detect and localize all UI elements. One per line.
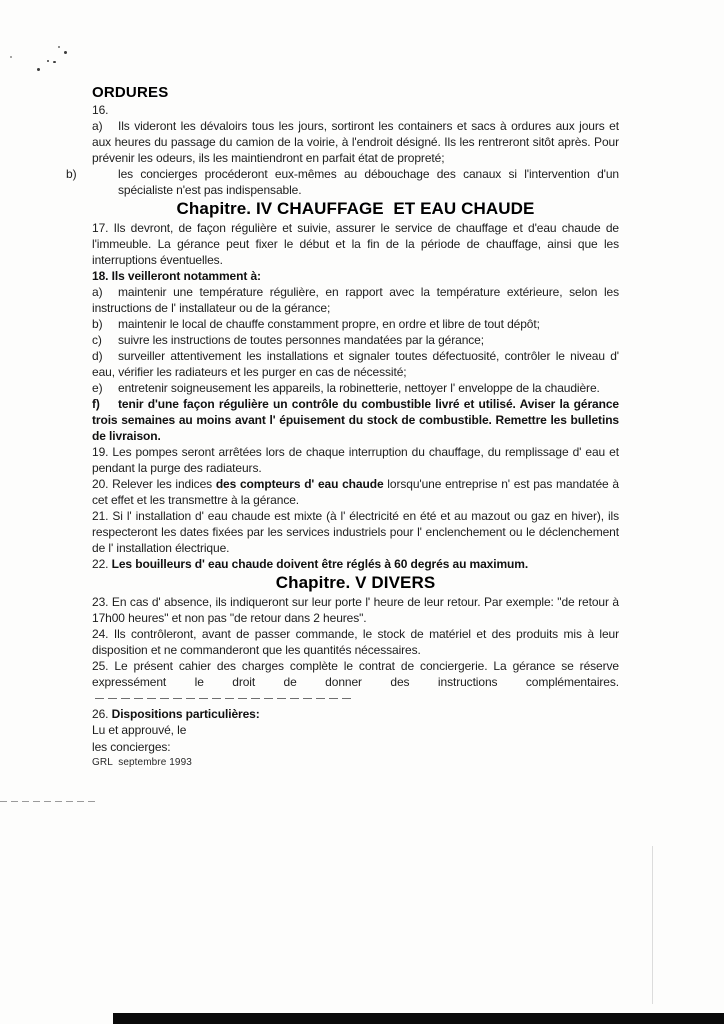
list-item-f [92, 396, 619, 444]
scan-edge-bar [113, 1013, 724, 1024]
ink-speck [10, 56, 12, 58]
list-item-text: tenir d'une façon régulière un contrôle du combustible livré et utilisé. Aviser la gérance trois semaines au moins avant l' épuisement du stock de combustible. Remettre les bulletins de livraison. [92, 397, 619, 443]
paragraph-text: 20. Relever les indices [92, 477, 216, 491]
list-item-a [92, 284, 619, 316]
paragraph-21: 21. Si l' installation d' eau chaude est mixte (à l' électricité en été et au mazout ou gaz en hiver), ils respecteront les dates fixées par les services industriels pour l' enclenchement ou le déclenchement de l' installation électrique. [92, 509, 619, 555]
fold-crease-line [652, 846, 653, 1004]
list-item-text: les concierges procéderont eux-mêmes au débouchage des canaux si l'intervention d'un spécialiste n'est pas indispensable. [118, 167, 619, 197]
paragraph-bold-text: des compteurs d' eau chaude [215, 477, 384, 491]
trailing-dashed-line [95, 697, 351, 699]
paragraph-26 [92, 706, 619, 722]
list-item-text: maintenir le local de chauffe constamment propre, en ordre et libre de tout dépôt; [118, 317, 540, 331]
footer-reference: GRL septembre 1993 [92, 757, 192, 768]
paragraph-23: 23. En cas d' absence, ils indiqueront sur leur porte l' heure de leur retour. Par exemple: "de retour à 17h00 heures" et non pas "de retour dans 2 heures". [92, 595, 619, 625]
section-heading-ordures: ORDURES [92, 84, 169, 101]
paragraph-18: 18. Ils veilleront notamment à: [92, 269, 261, 283]
list-item-c [92, 332, 619, 348]
list-marker: c) [92, 333, 102, 347]
paragraph-19: 19. Les pompes seront arrêtées lors de chaque interruption du chauffage, du remplissage d' eau et pendant la purge des radiateurs. [92, 445, 619, 475]
list-marker: b) [92, 317, 103, 331]
list-marker: b) [66, 167, 77, 181]
list-item-d [92, 348, 619, 380]
paragraph-24: 24. Ils contrôleront, avant de passer commande, le stock de matériel et des produits mis à leur disposition et ne commanderont que les quantités nécessaires. [92, 627, 619, 657]
paragraph-text: 25. Le présent cahier des charges complète le contrat de conciergerie. La gérance se réserve expressément le droit de donner des instructions complémentaires. [92, 659, 619, 689]
paragraph-20 [92, 476, 619, 508]
list-marker: f) [92, 397, 100, 411]
paragraph-text: 26. [92, 707, 112, 721]
paragraph-bold-text: Dispositions particulières: [111, 707, 260, 721]
list-item-text: Ils videront les dévaloirs tous les jours, sortiront les containers et sacs à ordures aux jours et aux heures du passage du camion de la voirie, à l'endroit désigné. Ils les rentreront sitôt après. Pour prévenir les odeurs, ils les maintiendront en parfait état de propreté; [92, 119, 619, 165]
paragraph-17: 17. Ils devront, de façon régulière et suivie, assurer le service de chauffage et d'eau chaude de l'immeuble. La gérance peut fixer le début et la fin de la période de chauffage, ainsi que les interruptions éventuelles. [92, 221, 619, 267]
list-item-e [92, 380, 619, 396]
list-item-text: entretenir soigneusement les appareils, la robinetterie, nettoyer l' enveloppe de la chaudière. [118, 381, 600, 395]
list-item-text: maintenir une température régulière, en rapport avec la température extérieure, selon les instructions de l' installateur ou de la gérance; [92, 285, 619, 315]
paragraph-text: 22. [92, 557, 112, 571]
chapter-heading-iv: Chapitre. IV CHAUFFAGE ET EAU CHAUDE [176, 199, 535, 218]
list-item-text: surveiller attentivement les installations et signaler toutes défectuosité, contrôler le niveau d' eau, vérifier les radiateurs et les purger en cas de nécessité; [92, 349, 619, 379]
list-item-16b [66, 166, 619, 198]
chapter-heading-v: Chapitre. V DIVERS [275, 573, 436, 592]
list-marker: a) [92, 285, 103, 299]
list-item-text: suivre les instructions de toutes personnes mandatées par la gérance; [118, 333, 484, 347]
list-marker: a) [92, 119, 103, 133]
signature-line-2: les concierges: [92, 740, 171, 754]
list-item-16a [92, 118, 619, 166]
ink-speck [37, 68, 40, 71]
list-marker: d) [92, 349, 103, 363]
paragraph-22 [92, 556, 619, 572]
signature-line-1: Lu et approuvé, le [92, 723, 187, 737]
left-margin-dashed-line [0, 801, 96, 802]
ink-speck [58, 46, 60, 48]
document-body [66, 84, 619, 769]
list-item-b [92, 316, 619, 332]
ink-speck [47, 60, 49, 62]
paragraph-16-number: 16. [92, 103, 109, 117]
paragraph-text: lorsqu'une entreprise n' est pas mandatée à cet effet et les transmettre à la gérance. [92, 477, 619, 507]
paragraph-25 [92, 658, 619, 706]
list-marker: e) [92, 381, 103, 395]
ink-speck [64, 51, 67, 54]
ink-speck [53, 61, 56, 63]
paragraph-bold-text: Les bouilleurs d' eau chaude doivent être réglés à 60 degrés au maximum. [111, 557, 529, 571]
